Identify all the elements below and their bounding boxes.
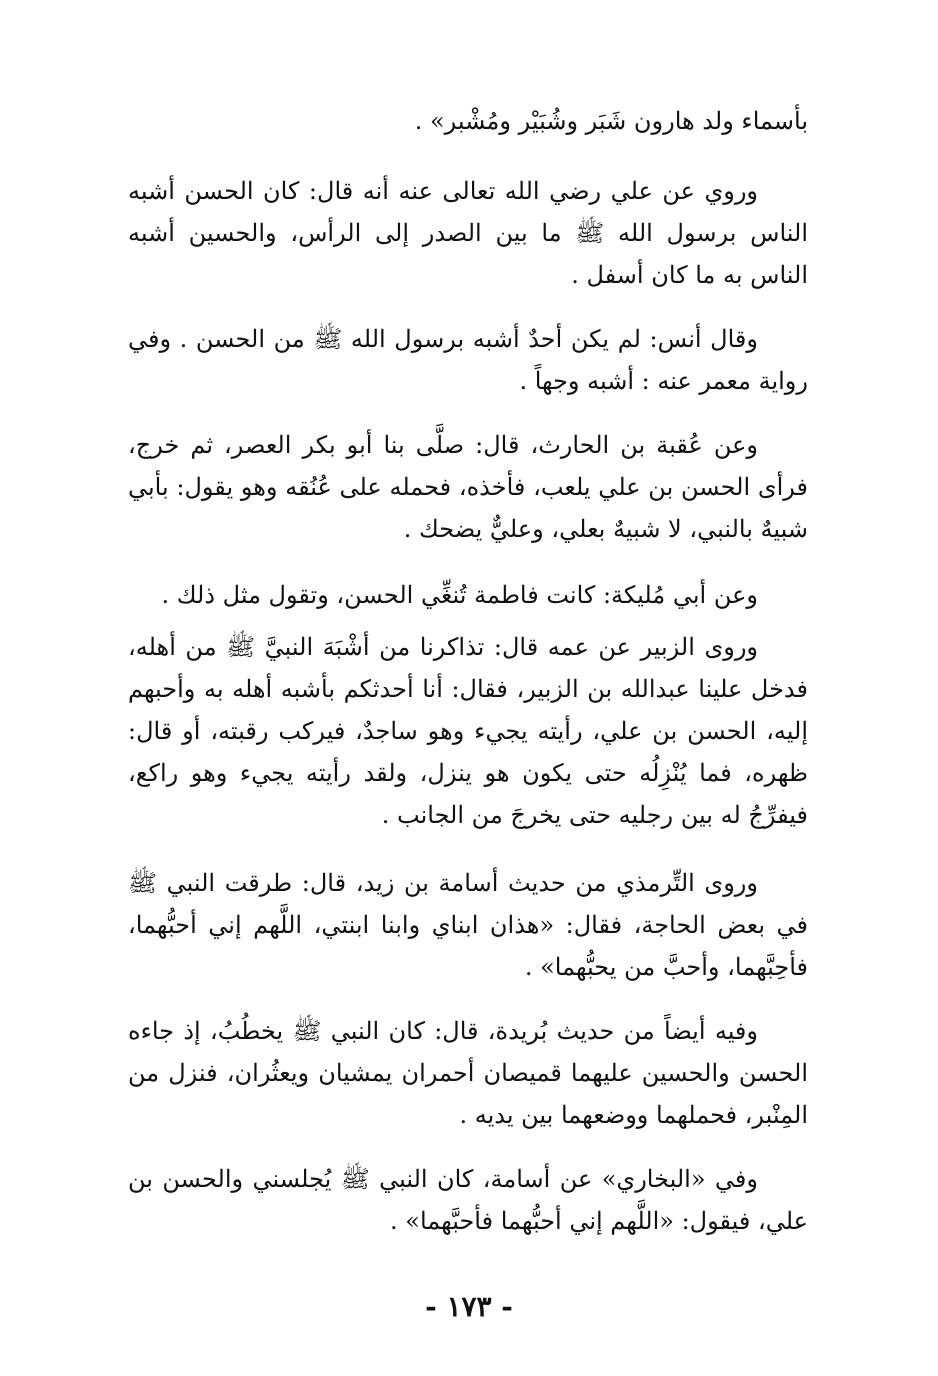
paragraph-uqba-narration: وعن عُقبة بن الحارث، قال: صلَّى بنا أبو بكر العصر، ثم خرج، فرأى الحسن بن علي يلعب، فأخذه، فحمله على عُنُقه وهو يقول: بأبي شبيهٌ بالنبي، لا شبيهٌ بعلي، وعليٌّ يضحك . bbox=[128, 431, 808, 543]
page-number: - ١٧٣ - bbox=[425, 1290, 513, 1323]
paragraph-ali-narration: وروي عن علي رضي الله تعالى عنه أنه قال: كان الحسن أشبه الناس برسول الله ﷺ ما بين الصدر إلى الرأس، والحسين أشبه الناس به ما كان أسفل . bbox=[128, 177, 808, 289]
paragraph-anas-narration: وقال أنس: لم يكن أحدٌ أشبه برسول الله ﷺ من الحسن . وفي رواية معمر عنه : أشبه وجهاً . bbox=[128, 325, 808, 395]
paragraph-abu-mulayka-narration: وعن أبي مُليكة: كانت فاطمة تُنغِّي الحسن، وتقول مثل ذلك . bbox=[161, 581, 758, 609]
paragraph-bukhari-narration: وفي «البخاري» عن أسامة، كان النبي ﷺ يُجلسني والحسن بن علي، فيقول: «اللَّهم إني أحبُّهما فأحبَّهما» . bbox=[128, 1165, 808, 1235]
paragraph-zubair-narration: وروى الزبير عن عمه قال: تذاكرنا من أشْبَهَ النبيَّ ﷺ من أهله، فدخل علينا عبدالله بن الزبير، فقال: أنا أحدثكم بأشبه أهله به وأحبهم إليه، الحسن بن علي، رأيته يجيء وهو ساجدٌ، فيركب رقبته، أو قال: ظهره، فما يُنْزِلُه حتى يكون هو ينزل، ولقد رأيته يجيء وهو راكع، فيفرِّجُ له بين رجليه حتى يخرجَ من الجانب . bbox=[128, 633, 808, 829]
paragraph-tirmidhi-narration: وروى التِّرمذي من حديث أسامة بن زيد، قال: طرقت النبي ﷺ في بعض الحاجة، فقال: «هذان ابناي وابنا ابنتي، اللَّهم إني أحبُّهما، فأحِبَّهما، وأحبَّ من يحبُّهما» . bbox=[128, 869, 808, 981]
paragraph-burayda-narration: وفيه أيضاً من حديث بُريدة، قال: كان النبي ﷺ يخطُبُ، إذ جاءه الحسن والحسين عليهما قميصان أحمران يمشيان ويعثُران، فنزل من المِنْبر، فحملهما ووضعهما بين يديه . bbox=[128, 1017, 808, 1129]
paragraph-continuation: بأسماء ولد هارون شَبَر وشُبَيْر ومُشْبر» . bbox=[414, 107, 808, 135]
